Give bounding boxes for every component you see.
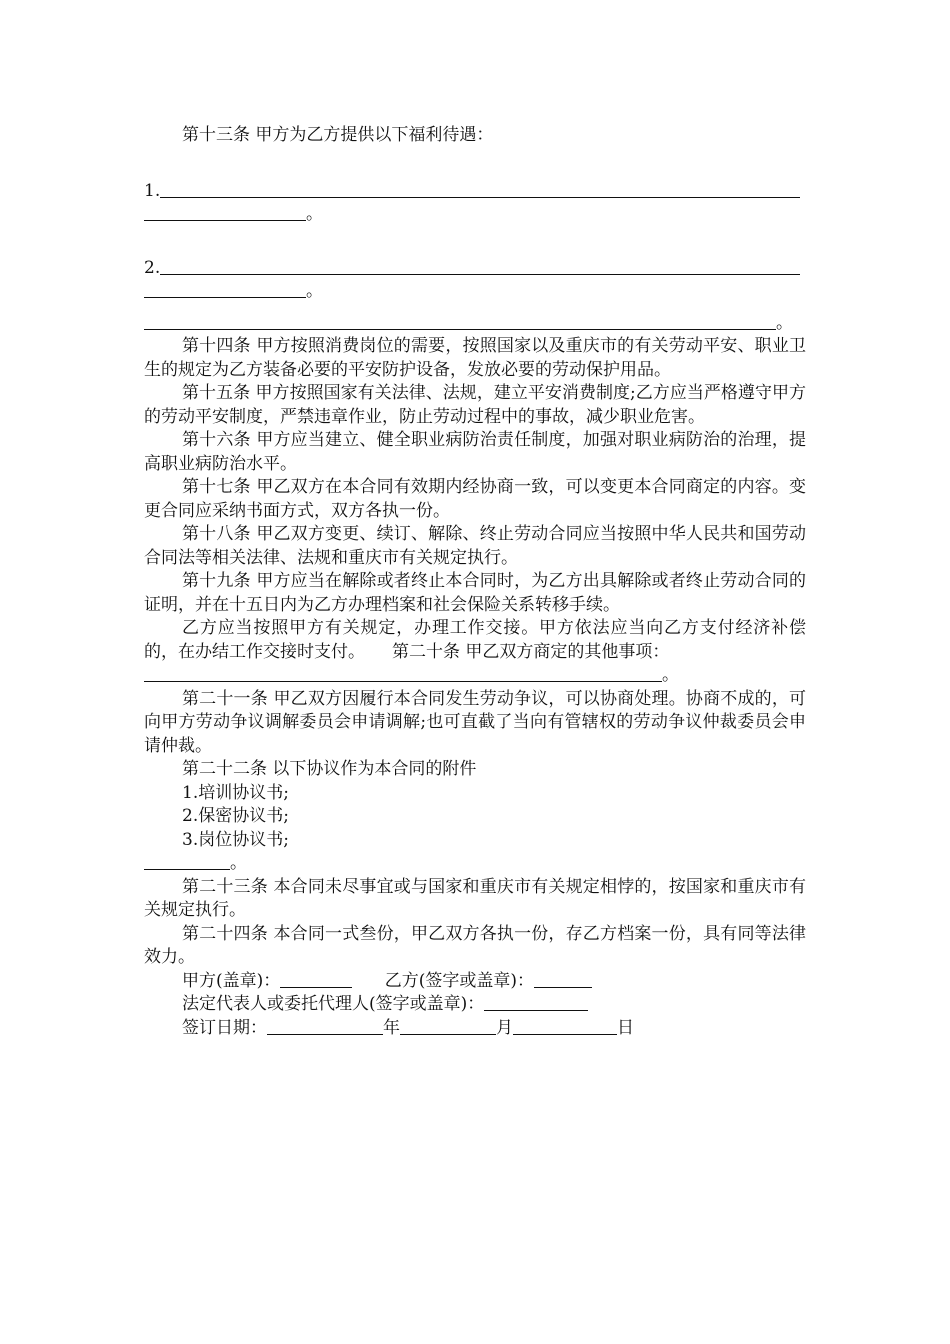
article-19: 第十九条 甲方应当在解除或者终止本合同时，为乙方出具解除或者终止劳动合同的证明，并在十五日内为乙方办理档案和社会保险关系转移手续。 xyxy=(144,571,806,615)
month-label: 月 xyxy=(496,1017,513,1038)
handover-paragraph xyxy=(144,617,806,664)
day-label: 日 xyxy=(617,1017,634,1038)
representative-row xyxy=(144,993,806,1017)
party-a-label: 甲方(盖章)： xyxy=(182,970,281,991)
spacer xyxy=(144,304,806,312)
article-24: 第二十四条 本合同一式叁份，甲乙双方各执一份，存乙方档案一份，具有同等法律效力。 xyxy=(144,923,806,967)
handover-text: 乙方应当按照甲方有关规定，办理工作交接。甲方依法应当向乙方支付经济补偿的，在办结工作交接时支付。 xyxy=(144,618,806,662)
end-mark: 。 xyxy=(306,281,323,301)
end-mark: 。 xyxy=(776,312,793,333)
attachment-blank xyxy=(144,852,230,870)
benefit-item-2-blank xyxy=(160,257,800,275)
party-b-label: 乙方(签字或盖章)： xyxy=(384,970,534,991)
end-mark: 。 xyxy=(230,853,247,873)
benefit-item-1-blank xyxy=(160,180,800,198)
article-20-blank-line xyxy=(144,664,806,688)
year-blank[interactable] xyxy=(267,1017,383,1035)
article-22-title: 第二十二条 以下协议作为本合同的附件 xyxy=(182,759,477,779)
article-21: 第二十一条 甲乙双方因履行本合同发生劳动争议，可以协商处理。协商不成的，可向甲方劳动争议调解委员会申请调解;也可直截了当向有管辖权的劳动争议仲裁委员会申请仲裁。 xyxy=(144,688,806,756)
sign-date-row xyxy=(144,1017,806,1041)
representative-blank[interactable] xyxy=(484,993,588,1011)
benefit-item-2-blank-cont xyxy=(144,280,306,298)
article-20: 第二十条 甲乙双方商定的其他事项： xyxy=(392,641,670,662)
benefit-item-2-number: 2. xyxy=(144,257,161,278)
date-label: 签订日期： xyxy=(182,1017,267,1038)
benefit-item-1-cont xyxy=(144,203,806,227)
article-20-blank xyxy=(144,664,662,682)
year-label: 年 xyxy=(383,1017,400,1038)
representative-label: 法定代表人或委托代理人(签字或盖章)： xyxy=(182,994,485,1014)
end-mark: 。 xyxy=(662,665,679,685)
article-17: 第十七条 甲乙双方在本合同有效期内经协商一致，可以变更本合同商定的内容。变更合同应采纳书面方式，双方各执一份。 xyxy=(144,477,806,521)
benefit-extra-line xyxy=(144,312,806,336)
article-15: 第十五条 甲方按照国家有关法律、法规，建立平安消费制度;乙方应当严格遵守甲方的劳动平安制度，严禁违章作业，防止劳动过程中的事故，减少职业危害。 xyxy=(144,383,806,427)
article-18: 第十八条 甲乙双方变更、续订、解除、终止劳动合同应当按照中华人民共和国劳动合同法等相关法律、法规和重庆市有关规定执行。 xyxy=(144,524,806,568)
article-13-title: 第十三条 甲方为乙方提供以下福利待遇： xyxy=(182,125,494,145)
spacer xyxy=(144,148,806,180)
benefit-item-2 xyxy=(144,257,806,281)
day-blank[interactable] xyxy=(513,1017,617,1035)
benefit-item-1-blank-cont xyxy=(144,203,306,221)
benefit-item-1-number: 1. xyxy=(144,180,161,201)
end-mark: 。 xyxy=(306,204,323,224)
attachment-item-3: 3.岗位协议书; xyxy=(182,829,289,850)
article-14: 第十四条 甲方按照消费岗位的需要，按照国家以及重庆市的有关劳动平安、职业卫生的规定为乙方装备必要的平安防护设备，发放必要的劳动保护用品。 xyxy=(144,336,806,380)
attachment-item-1: 1.培训协议书; xyxy=(182,782,289,803)
party-signature-row xyxy=(144,970,806,994)
party-a-blank[interactable] xyxy=(280,970,352,988)
month-blank[interactable] xyxy=(400,1017,496,1035)
attachment-item-2: 2.保密协议书; xyxy=(182,806,289,826)
contract-page xyxy=(144,124,806,1040)
benefit-item-2-cont xyxy=(144,280,806,304)
spacer xyxy=(144,227,806,257)
article-16: 第十六条 甲方应当建立、健全职业病防治责任制度，加强对职业病防治的治理，提高职业病防治水平。 xyxy=(144,430,806,474)
attachment-blank-line xyxy=(144,852,806,876)
benefit-extra-blank xyxy=(144,312,776,330)
benefit-item-1 xyxy=(144,180,806,204)
party-b-blank[interactable] xyxy=(534,970,592,988)
article-23: 第二十三条 本合同未尽事宜或与国家和重庆市有关规定相悖的，按国家和重庆市有关规定执行。 xyxy=(144,876,806,920)
